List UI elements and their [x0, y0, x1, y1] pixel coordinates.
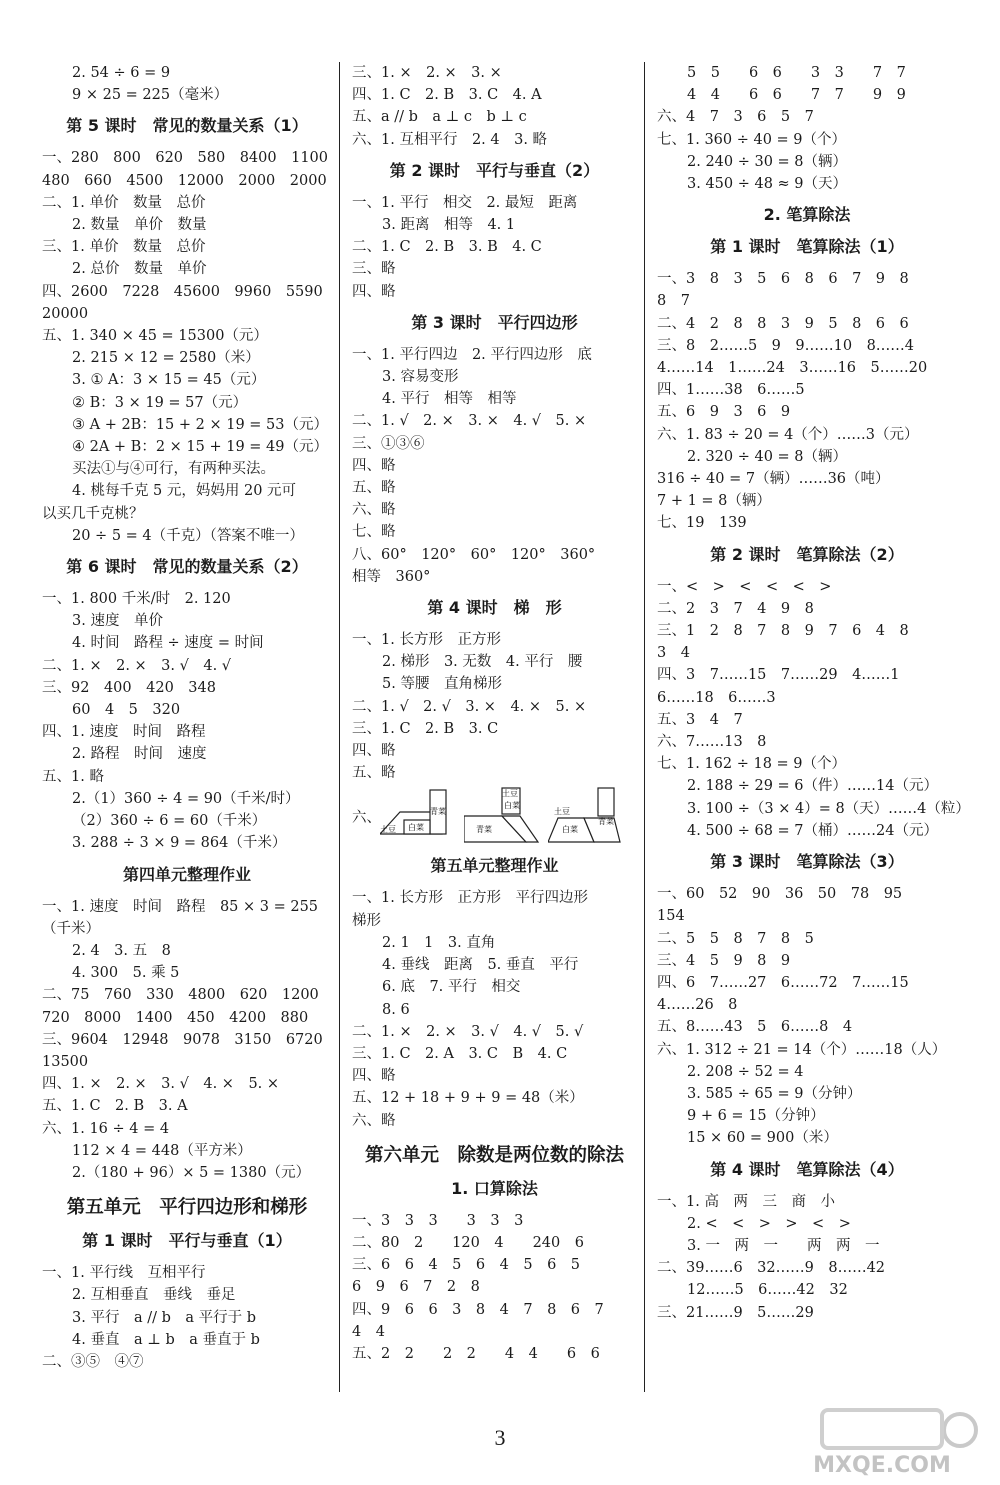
answer-line: 一、1. 长方形 正方形 平行四边形 [352, 890, 588, 907]
answer-line: 三、①③⑥ [352, 435, 425, 452]
answer-line: 4. 平行 相等 相等 [382, 391, 517, 408]
answer-line: 12……5 6……42 32 [687, 1282, 848, 1299]
answer-line: 五、3 4 7 [657, 711, 743, 728]
answer-line: 八、60° 120° 60° 120° 360° [352, 546, 596, 563]
answer-line: 一、1. 800 千米/时 2. 120 [42, 591, 231, 608]
figure-row [352, 786, 637, 846]
answer-line: 二、80 2 120 4 240 6 [352, 1234, 584, 1251]
answer-line: 一、1. 平行四边 2. 平行四边形 底 [352, 346, 592, 363]
answer-line: 六、1. 16 ÷ 4 = 4 [42, 1120, 170, 1137]
answer-line: 七、略 [352, 524, 396, 541]
watermark-text: MXQE.COM [813, 1453, 951, 1477]
answer-line: 2. 总价 数量 单价 [72, 261, 207, 278]
vegetable-label: 青菜 [598, 817, 614, 827]
answer-line: 五、6 9 3 6 9 [657, 404, 791, 421]
answer-line: 二、1. × 2. × 3. √ 4. √ [42, 657, 232, 674]
lesson-heading: 第 2 课时 平行与垂直（2） [389, 160, 600, 180]
answer-line: 四、6 7……27 6……72 7……15 [657, 974, 909, 991]
answer-line: 五、2 2 2 2 4 4 6 6 [352, 1345, 600, 1362]
answer-line: 三、略 [352, 261, 396, 278]
answer-line: 一、3 8 3 5 6 8 6 7 9 8 [657, 271, 909, 288]
answer-line: 二、1. × 2. × 3. √ 4. √ 5. √ [352, 1023, 584, 1040]
answer-line: 七、1. 360 ÷ 40 = 9（个） [657, 131, 847, 148]
vegetable-label: 土豆 [554, 807, 570, 817]
lesson-heading: 1. 口算除法 [451, 1178, 538, 1198]
answer-line: 五、12 + 18 + 9 + 9 = 48（米） [352, 1090, 584, 1107]
answer-line: 三、1. 单价 数量 总价 [42, 239, 206, 256]
vegetable-label: 土豆 [502, 789, 518, 799]
answer-line: 六、1. 312 ÷ 21 = 14（个）……18（人） [657, 1041, 947, 1058]
answer-line: 五、1. 340 × 45 = 15300（元） [42, 328, 268, 345]
answer-line: 四、1. C 2. B 3. C 4. A [352, 87, 542, 104]
answer-line: 五、a // b a ⊥ c b ⊥ c [352, 109, 527, 126]
answer-line: （2）360 ÷ 6 = 60（千米） [72, 813, 267, 830]
answer-line: 4. 垂直 a ⊥ b a 垂直于 b [72, 1331, 260, 1348]
answer-line: 5 5 6 6 3 3 7 7 [687, 65, 906, 81]
vegetable-label: 土豆 [380, 825, 396, 835]
answer-line: 3. 100 ÷（3 × 4）= 8（天）……4（粒） [687, 800, 970, 817]
answer-line: 二、1. √ 2. × 3. × 4. √ 5. × [352, 413, 587, 430]
lesson-heading: 第 5 课时 常见的数量关系（1） [66, 116, 308, 136]
lesson-heading: 第 4 课时 笔算除法（4） [710, 1159, 904, 1179]
answer-line: 买法①与④可行，有两种买法。 [72, 461, 275, 478]
answer-line: 9 + 6 = 15（分钟） [687, 1108, 825, 1125]
answer-line: 6……18 6……3 [657, 689, 776, 706]
answer-line: 四、略 [352, 743, 396, 760]
vegetable-label: 白菜 [562, 825, 578, 835]
answer-line: 2. 数量 单价 数量 [72, 217, 207, 234]
answer-line: 六、1. 互相平行 2. 4 3. 略 [352, 131, 548, 148]
answer-line: 3. 一 两 一 两 两 一 [687, 1237, 880, 1254]
answer-line: 一、280 800 620 580 8400 1100 [42, 150, 329, 167]
garden-figure [464, 786, 544, 846]
vegetable-label: 白菜 [504, 801, 520, 811]
answer-line: 3 4 [657, 645, 690, 662]
answer-line: ④ 2A + B：2 × 15 + 19 = 49（元） [72, 439, 329, 456]
answer-line: 2. < < > > < > [687, 1215, 851, 1232]
answer-line: 五、略 [352, 765, 396, 782]
answer-column-2 [352, 62, 637, 1365]
answer-line: 五、略 [352, 480, 396, 497]
unit-heading: 第五单元 平行四边形和梯形 [66, 1197, 308, 1219]
answer-line: 2.（1）360 ÷ 4 = 90（千米/时） [72, 790, 300, 807]
lesson-heading: 2. 笔算除法 [763, 205, 851, 225]
answer-line: 2. 4 3. 五 8 [72, 942, 171, 959]
column-divider [644, 62, 645, 1392]
lesson-heading: 第 2 课时 笔算除法（2） [710, 544, 904, 564]
answer-line: 一、1. 长方形 正方形 [352, 632, 501, 649]
answer-line: 梯形 [352, 912, 381, 929]
answer-line: 3. ① A：3 × 15 = 45（元） [72, 372, 266, 389]
answer-line: 四、3 7……15 7……29 4……1 [657, 667, 900, 684]
answer-line: 五、8……43 5 6……8 4 [657, 1019, 853, 1036]
answer-line: 三、9604 12948 9078 3150 6720 [42, 1031, 323, 1048]
answer-line: 四、1. × 2. × 3. √ 4. × 5. × [42, 1076, 280, 1093]
answer-line: 2.（180 + 96）× 5 = 1380（元） [72, 1164, 311, 1181]
answer-line: 2. 208 ÷ 52 = 4 [687, 1063, 804, 1080]
lesson-heading: 第 1 课时 笔算除法（1） [710, 237, 904, 257]
vegetable-label: 白菜 [408, 823, 424, 833]
answer-line: 6 9 6 7 2 8 [352, 1279, 480, 1296]
answer-line: 三、1 2 8 7 8 9 7 6 4 8 [657, 623, 909, 640]
answer-line: 七、1. 162 ÷ 18 = 9（个） [657, 756, 847, 773]
answer-line: 7 + 1 = 8（辆） [657, 493, 771, 510]
answer-line: 3. 速度 单价 [72, 613, 163, 630]
answer-line: 六、略 [352, 1112, 396, 1129]
lesson-heading: 第五单元整理作业 [430, 856, 559, 876]
answer-column-3 [657, 62, 970, 1324]
lesson-heading: 第 3 课时 笔算除法（3） [710, 852, 904, 872]
answer-line: 六、7……13 8 [657, 734, 767, 751]
unit-heading: 第六单元 除数是两位数的除法 [364, 1144, 624, 1166]
answer-line: 2. 188 ÷ 29 = 6（件）……14（元） [687, 778, 938, 795]
answer-line: 8. 6 [382, 1001, 410, 1018]
answer-line: 二、5 5 8 7 8 5 [657, 930, 814, 947]
answer-line: 四、略 [352, 283, 396, 300]
answer-line: 4. 时间 路程 ÷ 速度 = 时间 [72, 635, 264, 652]
answer-line: 112 × 4 = 448（平方米） [72, 1142, 252, 1159]
column-divider [339, 62, 340, 1392]
answer-line: 三、1. C 2. B 3. C [352, 720, 499, 737]
answer-line: 3. 距离 相等 4. 1 [382, 217, 516, 234]
answer-line: 六、4 7 3 6 5 7 [657, 109, 814, 126]
answer-line: 4……14 1……24 3……16 5……20 [657, 360, 928, 377]
answer-line: 五、1. 略 [42, 768, 104, 785]
answer-line: 七、19 139 [657, 515, 747, 532]
answer-line: 4. 垂线 距离 5. 垂直 平行 [382, 957, 579, 974]
answer-line: 60 4 5 320 [72, 702, 181, 719]
answer-line: 8 7 [657, 293, 690, 310]
answer-line: 四、略 [352, 457, 396, 474]
answer-line: 4. 500 ÷ 68 = 7（桶）……24（元） [687, 822, 938, 839]
answer-line: 4 4 6 6 7 7 9 9 [687, 87, 906, 104]
answer-line: 2. 互相垂直 垂线 垂足 [72, 1287, 236, 1304]
answer-column-1 [42, 62, 332, 1373]
answer-line: 3. 288 ÷ 3 × 9 = 864（千米） [72, 835, 287, 852]
answer-line: 二、39……6 32……9 8……42 [657, 1260, 886, 1277]
answer-line: 二、1. 单价 数量 总价 [42, 194, 206, 211]
answer-line: 一、1. 速度 时间 路程 85 × 3 = 255 [42, 898, 319, 915]
answer-line: 四、2600 7228 45600 9960 5590 [42, 283, 323, 300]
answer-line: 六、1. 83 ÷ 20 = 4（个）……3（元） [657, 426, 919, 443]
answer-line: 三、1. C 2. A 3. C B 4. C [352, 1045, 568, 1062]
answer-line: 四、1……38 6……5 [657, 382, 805, 399]
answer-line: 三、6 6 4 5 6 4 5 6 5 [352, 1257, 581, 1274]
question-label: 六、 [352, 810, 381, 827]
answer-line: 二、2 3 7 4 9 8 [657, 600, 814, 617]
answer-line: 二、4 2 8 8 3 9 5 8 6 6 [657, 315, 909, 332]
answer-line: 5. 等腰 直角梯形 [382, 676, 502, 693]
answer-line: 一、< > < < < > [657, 578, 832, 595]
answer-line: 9 × 25 = 225（毫米） [72, 87, 229, 104]
garden-figure [380, 786, 460, 846]
answer-line: 3. 585 ÷ 65 = 9（分钟） [687, 1085, 862, 1102]
answer-line: （千米） [42, 920, 100, 937]
garden-figure [548, 786, 628, 846]
answer-line: 13500 [42, 1053, 89, 1070]
answer-line: 4. 300 5. 乘 5 [72, 965, 180, 982]
answer-line: 一、3 3 3 3 3 3 [352, 1212, 524, 1229]
answer-line: 2. 梯形 3. 无数 4. 平行 腰 [382, 654, 583, 671]
answer-line: 五、1. C 2. B 3. A [42, 1098, 188, 1115]
answer-line: 15 × 60 = 900（米） [687, 1130, 838, 1147]
vegetable-label: 青菜 [430, 807, 446, 817]
vegetable-label: 青菜 [476, 825, 492, 835]
answer-line: ② B：3 × 19 = 57（元） [72, 394, 248, 411]
lesson-heading: 第 6 课时 常见的数量关系（2） [66, 557, 308, 577]
answer-line: 4 4 [352, 1323, 385, 1340]
answer-line: 720 8000 1400 450 4200 880 [42, 1009, 309, 1026]
answer-line: 154 [657, 908, 685, 925]
answer-line: 2. 1 1 3. 直角 [382, 934, 496, 951]
answer-line: 2. 320 ÷ 40 = 8（辆） [687, 448, 848, 465]
answer-line: 20000 [42, 305, 89, 322]
lesson-heading: 第四单元整理作业 [122, 864, 251, 884]
answer-line: 一、1. 平行 相交 2. 最短 距离 [352, 194, 578, 211]
watermark-logo [782, 1402, 982, 1477]
answer-line: 三、21……9 5……29 [657, 1304, 814, 1321]
answer-line: 316 ÷ 40 = 7（辆）……36（吨） [657, 471, 890, 488]
answer-line: 4……26 8 [657, 997, 738, 1014]
lesson-heading: 第 1 课时 平行与垂直（1） [82, 1231, 292, 1251]
answer-line: 2. 路程 时间 速度 [72, 746, 207, 763]
answer-line: 二、③⑤ ④⑦ [42, 1353, 144, 1370]
answer-line: 以买几千克桃？ [42, 505, 144, 522]
lesson-heading: 第 3 课时 平行四边形 [411, 312, 578, 332]
answer-line: 480 660 4500 12000 2000 2000 [42, 172, 327, 189]
answer-line: 三、1. × 2. × 3. × [352, 65, 502, 81]
answer-line: 三、4 5 9 8 9 [657, 952, 791, 969]
answer-line: 一、1. 平行线 互相平行 [42, 1265, 206, 1282]
answer-line: 2. 240 ÷ 30 = 8（辆） [687, 153, 848, 170]
plot-outline [598, 788, 614, 816]
answer-line: 四、略 [352, 1068, 396, 1085]
page-number: 3 [494, 1425, 506, 1450]
answer-line: ③ A + 2B：15 + 2 × 19 = 53（元） [72, 416, 329, 433]
answer-line: 四、1. 速度 时间 路程 [42, 724, 206, 741]
answer-line: 20 ÷ 5 = 4（千克）（答案不唯一） [72, 527, 304, 544]
answer-line: 一、1. 高 两 三 商 小 [657, 1193, 835, 1210]
answer-line: 6. 底 7. 平行 相交 [382, 979, 521, 996]
answer-line: 三、8 2……5 9 9……10 8……4 [657, 337, 915, 354]
answer-line: 二、75 760 330 4800 620 1200 [42, 987, 319, 1004]
answer-line: 四、9 6 6 3 8 4 7 8 6 7 [352, 1301, 604, 1318]
answer-line: 2. 54 ÷ 6 = 9 [72, 65, 171, 81]
answer-line: 3. 450 ÷ 48 ≈ 9（天） [687, 176, 848, 193]
answer-line: 二、1. C 2. B 3. B 4. C [352, 239, 542, 256]
answer-line: 一、60 52 90 36 50 78 95 [657, 886, 903, 903]
answer-line: 相等 360° [352, 568, 431, 585]
answer-line: 4. 桃每千克 5 元，妈妈用 20 元可 [72, 483, 297, 500]
answer-line: 2. 215 × 12 = 2580（米） [72, 350, 260, 367]
answer-line: 六、略 [352, 502, 396, 519]
lesson-heading: 第 4 课时 梯 形 [427, 598, 562, 618]
answer-line: 3. 平行 a // b a 平行于 b [72, 1309, 257, 1326]
answer-line: 三、92 400 420 348 [42, 679, 216, 696]
answer-line: 3. 容易变形 [382, 369, 459, 386]
answer-line: 二、1. √ 2. √ 3. × 4. × 5. × [352, 698, 587, 715]
